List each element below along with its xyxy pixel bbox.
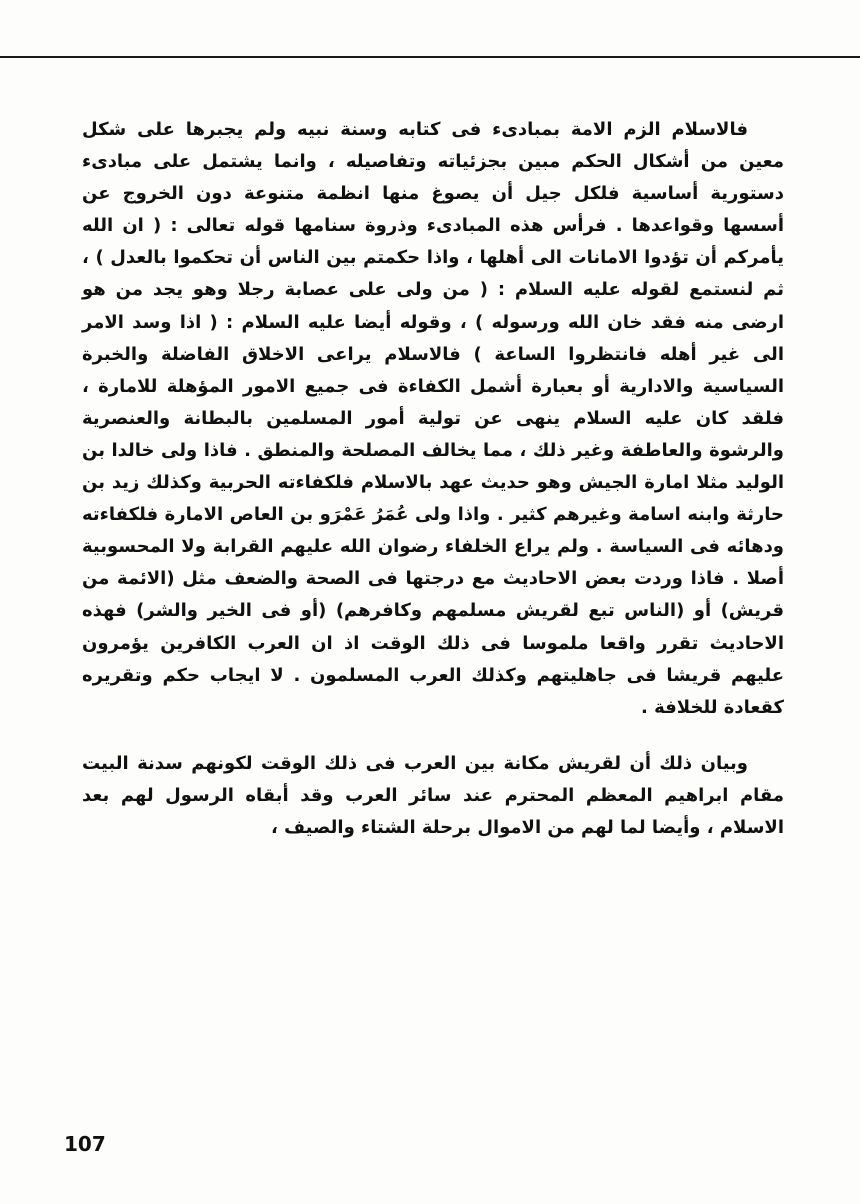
header-rule — [0, 56, 860, 58]
paragraph-2: وبيان ذلك أن لقريش مكانة بين العرب فى ذلك الوقت لكونهم سدنة البيت مقام ابراهيم المعظم المحترم عند سائر العرب وقد أبقاه الرسول لهم بعد الاسلام ، وأيضا لما لهم من الاموال برحلة الشتاء والصيف ، — [82, 752, 784, 838]
body-text — [82, 114, 784, 844]
page-number: 107 — [64, 1132, 106, 1156]
paragraph-1: فالاسلام الزم الامة بمبادىء فى كتابه وسنة نبيه ولم يجبرها على شكل معين من أشكال الحكم مبين بجزئياته وتفاصيله ، وانما يشتمل على مبادىء دستورية أساسية فلكل جيل أن يصوغ منها انظمة متنوعة دون الخروج عن أسسها وقواعدها . فرأس هذه المبادىء وذروة سنامها قوله تعالى : ( ان الله يأمركم أن تؤدوا الامانات الى أهلها ، واذا حكمتم بين الناس أن تحكموا بالعدل ) ، ثم لنستمع لقوله عليه السلام : ( من ولى على عصابة رجلا وهو يجد من هو ارضى منه فقد خان الله ورسوله ) ، وقوله أيضا عليه السلام : ( اذا وسد الامر الى غير أهله فانتظروا الساعة ) فالاسلام يراعى الاخلاق الفاضلة والخبرة السياسية والادارية أو بعبارة أشمل الكفاءة فى جميع الامور المؤهلة للامارة ، فلقد كان عليه السلام ينهى عن تولية أمور المسلمين بالبطانة والعنصرية والرشوة والعاطفة وغير ذلك ، مما يخالف المصلحة والمنطق . فاذا ولى خالدا بن الوليد مثلا امارة الجيش وهو حديث عهد بالاسلام فلكفاءته الحربية وكذلك زيد بن حارثة وابنه اسامة وغيرهم كثير . واذا ولى عُمَرُ عَمْرَو بن العاص الامارة فلكفاءته ودهائه فى السياسة . ولم يراع الخلفاء رضوان الله عليهم القرابة ولا المحسوبية أصلا . فاذا وردت بعض الاحاديث مع درجتها فى الصحة والضعف مثل (الائمة من قريش) أو (الناس تبع لقريش مسلمهم وكافرهم) (أو فى الخير والشر) فهذه الاحاديث تقرر واقعا ملموسا فى ذلك الوقت اذ ان العرب الكافرين يؤمرون عليهم قريشا فى جاهليتهم وكذلك العرب المسلمون . لا ايجاب حكم وتقريره كقعادة للخلافة . — [82, 119, 784, 718]
